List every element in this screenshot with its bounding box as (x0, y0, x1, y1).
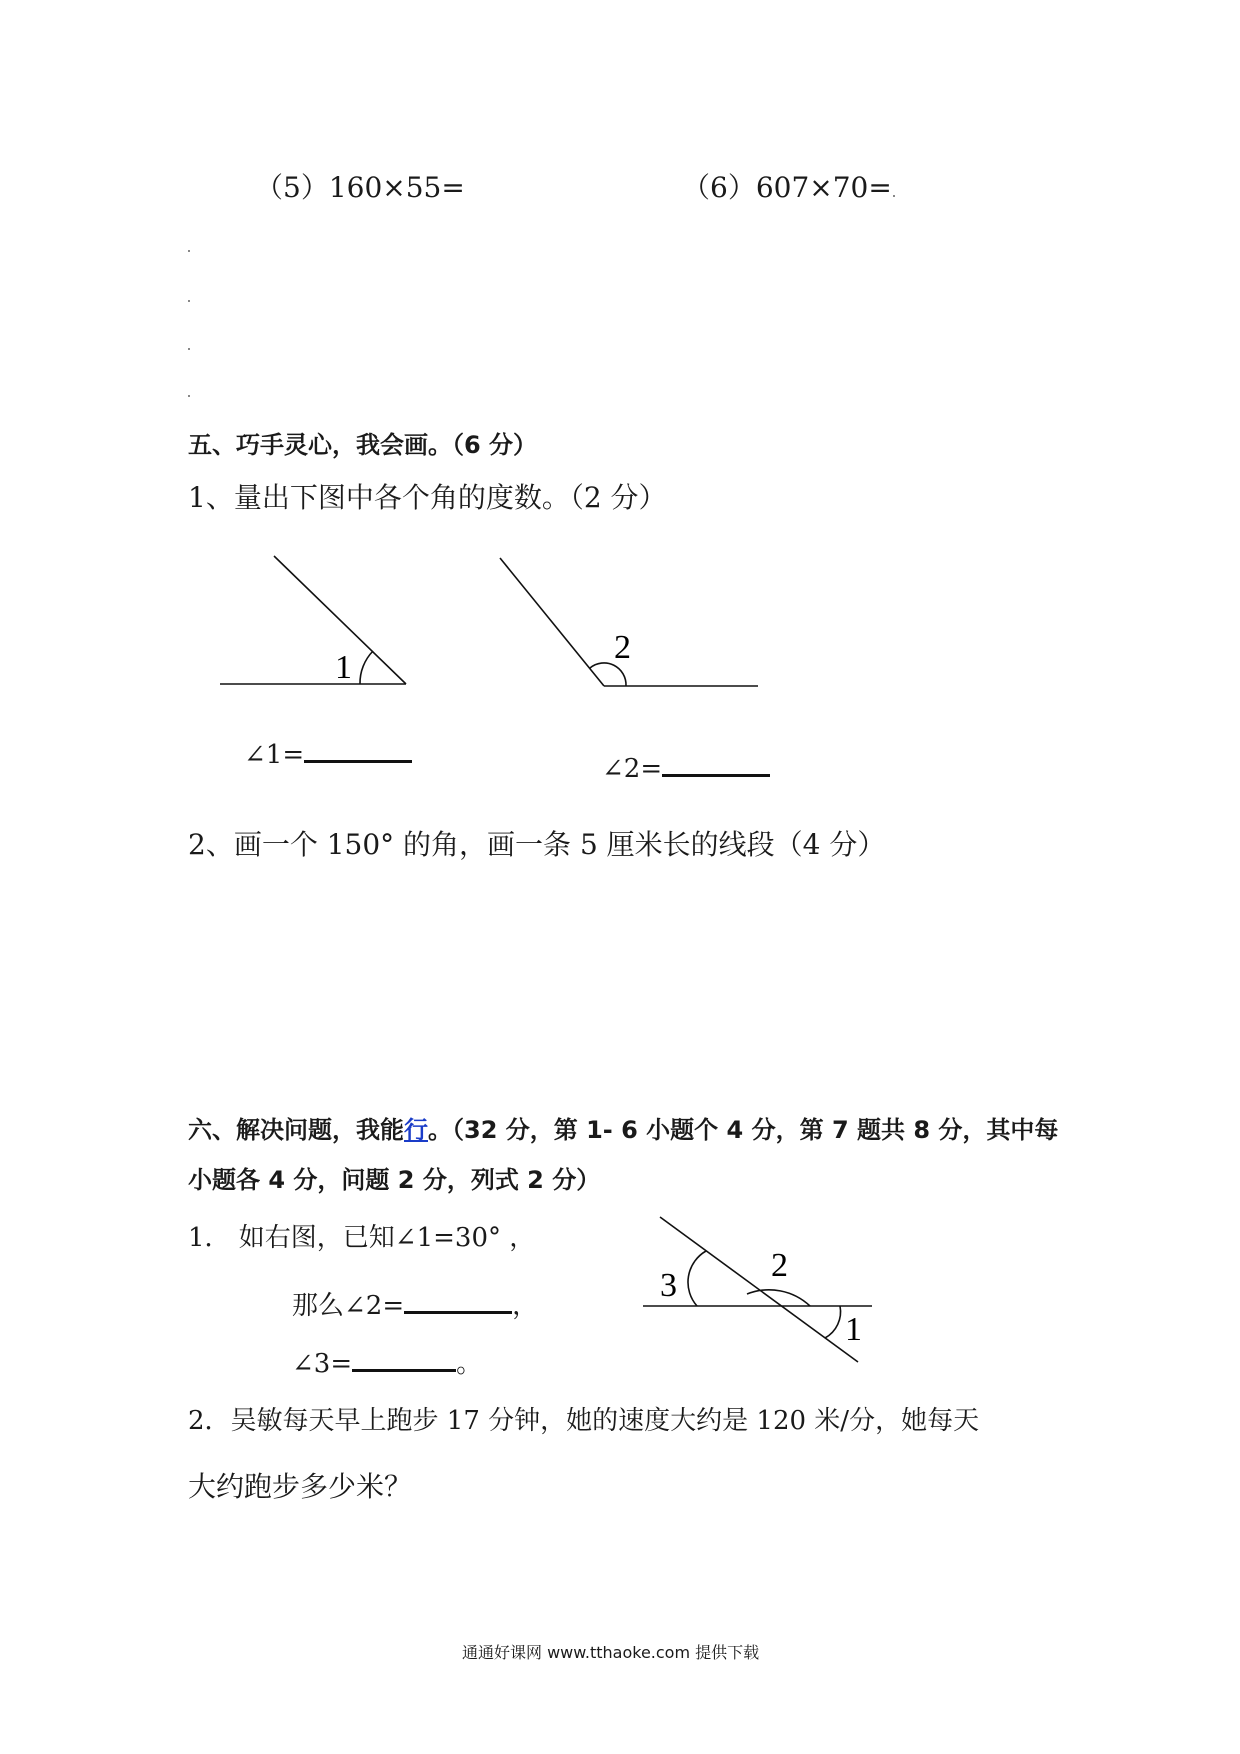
problem-2-line1: 2．吴敏每天早上跑步 17 分钟，她的速度大约是 120 米/分，她每天 (188, 1406, 980, 1436)
question-5: （5）160×55= (255, 171, 465, 204)
angle-2-label: 2 (614, 629, 631, 666)
fig-label-2: 2 (771, 1247, 788, 1284)
fig-angle-3-arc (688, 1251, 706, 1306)
problem-2-line2: 大约跑步多少米？ (188, 1470, 413, 1503)
section-6-title-link[interactable]: 行 (404, 1116, 428, 1144)
problem-1-angle2-blank[interactable] (404, 1285, 512, 1314)
page-footer: 通通好课网 www.tthaoke.com 提供下载 (462, 1643, 760, 1662)
problem-1-angle3-label: ∠3= (292, 1349, 353, 1379)
angle-2-ray (500, 558, 604, 686)
problem-1-angle2 (292, 1285, 538, 1322)
problem-1-intro: 1． 如右图，已知∠1=30° ， (188, 1223, 536, 1253)
angle-2-answer (602, 748, 770, 784)
fig-label-1: 1 (845, 1311, 862, 1348)
fig-transversal-line (660, 1217, 858, 1362)
angle-1-answer (244, 734, 412, 770)
section-6-title-part1: 六、解决问题，我能 (188, 1116, 404, 1144)
angle-1-answer-blank[interactable] (304, 734, 412, 763)
angle-1-label: 1 (335, 649, 352, 686)
section-6-title-part2: 。（32 分，第 1- 6 小题个 4 分，第 7 题共 8 分，其中每 (428, 1116, 1059, 1144)
problem-1-angle3 (292, 1343, 482, 1380)
angle-2-answer-label: ∠2= (602, 754, 663, 784)
problem-1-angle3-suffix: 。 (456, 1349, 483, 1379)
fig-label-3: 3 (660, 1267, 677, 1304)
question-6: （6）607×70= (682, 171, 892, 204)
problem-1-angle3-blank[interactable] (352, 1343, 456, 1372)
section-5-question-2: 2、画一个 150° 的角，画一条 5 厘米长的线段（4 分） (188, 828, 886, 861)
angle-1-arc (360, 651, 373, 684)
angle-1-answer-label: ∠1= (244, 740, 305, 770)
section-6-title (188, 1110, 1058, 1145)
problem-1-angle2-label: 那么∠2= (292, 1291, 405, 1321)
angle-2-answer-blank[interactable] (662, 748, 770, 777)
problem-1-angle2-suffix: ， (512, 1291, 539, 1321)
section-5-question-1: 1、量出下图中各个角的度数。（2 分） (188, 481, 667, 514)
section-6-title-line2: 小题各 4 分，问题 2 分，列式 2 分） (188, 1166, 601, 1194)
section-5-title: 五、巧手灵心，我会画。（6 分） (188, 431, 538, 459)
fig-angle-1-arc (825, 1306, 841, 1338)
